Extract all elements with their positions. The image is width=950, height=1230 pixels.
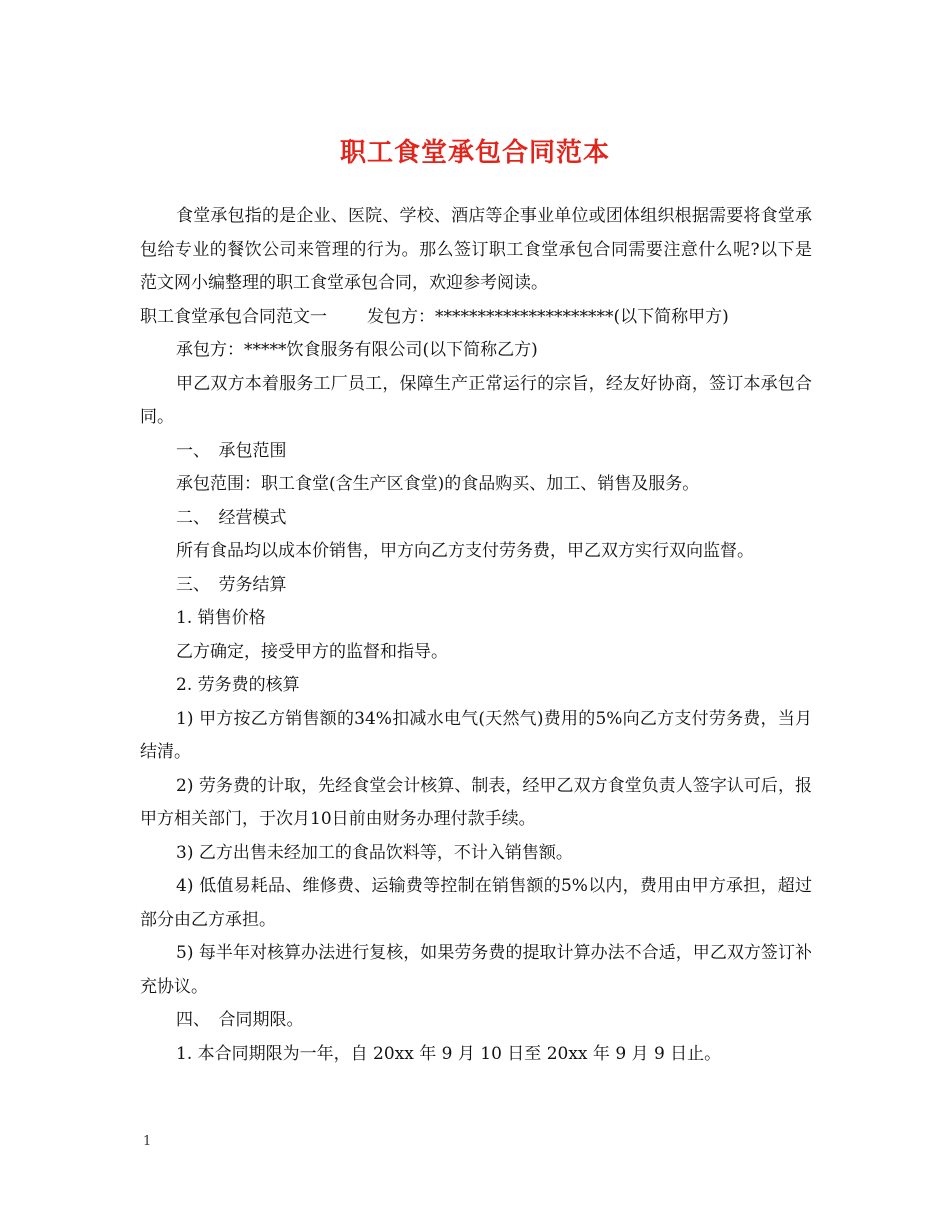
section-4-title: 四、 合同期限。 bbox=[176, 1010, 304, 1030]
document-body bbox=[140, 200, 812, 1071]
section-1-text: 承包范围：职工食堂(含生产区食堂)的食品购买、加工、销售及服务。 bbox=[176, 474, 700, 494]
item-2-title: 2. 劳务费的核算 bbox=[176, 675, 300, 695]
intro-paragraph: 食堂承包指的是企业、医院、学校、酒店等企事业单位或团体组织根据需要将食堂承包给专业的餐饮公司来管理的行为。那么签订职工食堂承包合同需要注意什么呢?以下是范文网小编整理的职工食堂承包合同，欢迎参考阅读。 bbox=[140, 206, 812, 293]
party-a: 发包方：*********************(以下简称甲方) bbox=[367, 306, 729, 327]
clause-4: 4) 低值易耗品、维修费、运输费等控制在销售额的5%以内，费用由甲方承担，超过部分由乙方承担。 bbox=[140, 876, 812, 930]
clause-3: 3) 乙方出售未经加工的食品饮料等，不计入销售额。 bbox=[176, 842, 573, 863]
item-1-text: 乙方确定，接受甲方的监督和指导。 bbox=[176, 641, 448, 662]
section-3-title: 三、 劳务结算 bbox=[176, 574, 287, 595]
clause-2: 2) 劳务费的计取，先经食堂会计核算、制表，经甲乙双方食堂负责人签字认可后，报甲方相关部门，于次月10日前由财务办理付款手续。 bbox=[140, 775, 812, 829]
clause-1: 1) 甲方按乙方销售额的34%扣减水电气(天然气)费用的5%向乙方支付劳务费，当月结清。 bbox=[140, 708, 812, 762]
item-1-title: 1. 销售价格 bbox=[176, 608, 266, 628]
sample-heading-line bbox=[140, 301, 812, 335]
clause-5: 5) 每半年对核算办法进行复核，如果劳务费的提取计算办法不合适，甲乙双方签订补充协议。 bbox=[140, 943, 812, 997]
preamble-paragraph: 甲乙双方本着服务工厂员工，保障生产正常运行的宗旨，经友好协商，签订本承包合同。 bbox=[140, 373, 812, 427]
section-2-title: 二、 经营模式 bbox=[176, 507, 287, 528]
term-text: 1. 本合同期限为一年，自 20xx 年 9 月 10 日至 20xx 年 9 月 9 日止。 bbox=[176, 1043, 722, 1064]
page-number: 1 bbox=[143, 1134, 152, 1149]
document-title: 职工食堂承包合同范本 bbox=[339, 138, 610, 168]
section-1-title: 一、 承包范围 bbox=[176, 440, 287, 461]
party-b: 承包方：*****饮食服务有限公司(以下简称乙方) bbox=[176, 340, 538, 360]
section-2-text: 所有食品均以成本价销售，甲方向乙方支付劳务费，甲乙双方实行双向监督。 bbox=[176, 541, 754, 561]
sample-heading: 职工食堂承包合同范文一 bbox=[140, 306, 327, 327]
